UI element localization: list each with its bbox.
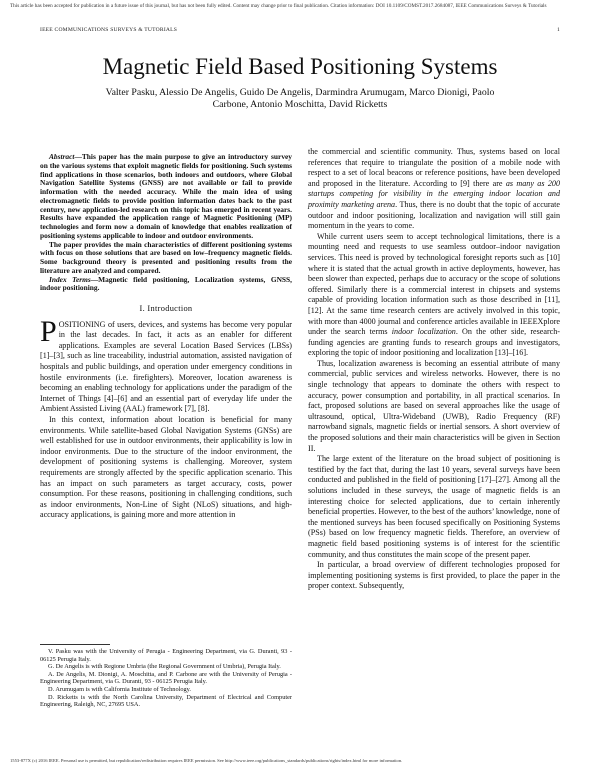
paper-title: Magnetic Field Based Positioning Systems — [102, 54, 498, 79]
index-terms — [40, 276, 292, 294]
intro-first-word: OSITIONING — [58, 319, 106, 329]
emphasis-text: indoor localization — [391, 327, 456, 337]
right-column — [308, 147, 560, 592]
paragraph-text: . On the other side, research-funding agencies are granting funds to research groups and investigators, exploring the topic of indoor positioning and localization [13]–[16]. — [308, 327, 560, 358]
index-terms-text: —Magnetic field positioning, Localization systems, GNSS, indoor positioning. — [40, 274, 292, 293]
publication-notice: This article has been accepted for publication in a future issue of this journal, but has not been fully edited. Content may change prior to final publication. Citation information: DOI 10.1109/COMST.2017.2684087, IEEE Communications Surveys & Tutorials — [10, 3, 547, 9]
abstract-paragraph-2: The paper provides the main characteristics of different positioning systems with focus on those solutions that are based on low–frequency magnetic fields. Some background theory is presented and positioning results from the literature are analyzed and compared. — [40, 239, 292, 275]
intro-paragraph-2: In this context, information about location is beneficial for many environments. While satellite-based Global Navigation Systems (GNSs) are well established for use in outdoor environments, their applicability is low in indoor environments. Due to the structure of the indoor environment, the development of positioning systems is challenging. Moreover, system requirements are strongly affected by the specific application scenario. This has an impact on such parameters as target accuracy, costs, power consumption. For these reasons, positioning in challenging conditions, such as indoor environments, Non-Line of Sight (NLoS) situations, and high-accuracy applications, is gaining more and more attention in — [40, 414, 292, 520]
journal-name: IEEE COMMUNICATIONS SURVEYS & TUTORIALS — [40, 27, 178, 33]
paragraph-text: the commercial and scientific community. Thus, systems based on local references that require to triangulate the position of a mobile node with respect to a set of local beacons or reference positions, have been developed and proposed in the literature. According to [9] there are — [308, 147, 560, 188]
abstract-label: Abstract — [49, 152, 75, 161]
right-paragraph-1 — [308, 232, 560, 359]
paragraph-text: While current users seem to accept technological limitations, there is a mounting need and requests to use seamless outdoor–indoor navigation services. This need is proved by technological foresight reports such as [10] where it is stated that the actual growth in active deployments, however, has been slower than expected, perhaps due to accuracy or the scope of solutions offered. Similarly there is a commercial interest in chipsets and systems capable of providing location information such as those described in [11], [12]. At the same time research centers are actively involved in this topic, with more than 4000 journal and conference articles available in IEEEXplore under the search terms — [308, 231, 560, 337]
left-column — [40, 153, 292, 521]
section-heading-introduction: I. Introduction — [139, 304, 193, 313]
right-paragraph-0 — [308, 147, 560, 232]
author-list: Valter Pasku, Alessio De Angelis, Guido De Angelis, Darmindra Arumugam, Marco Dionigi, Paolo Carbone, Antonio Moschitta, David Ricketts — [105, 87, 495, 111]
index-terms-label: Index Terms — [49, 274, 91, 284]
abstract — [40, 153, 292, 241]
footnote: A. De Angelis, M. Dionigi, A. Moschitta, and P. Carbone are with the University of Perugia - Engineering Department, via G. Duranti, 93 - 06125 Perugia Italy. — [40, 670, 292, 686]
abstract-text: —This paper has the main purpose to give an introductory survey on the various systems that exploit magnetic fields for positioning. Such systems find applications in those scenarios, both indoors and outdoors, where Global Navigation Satellite Systems (GNSS) are not available or fail to provide information with the needed accuracy. While the main idea of using electromagnetic fields to provide position information dates back to the past century, new application-led research on this topic has emerged in recent years. Results have expanded the application range of Magnetic Positioning (MP) technologies and form now a domain of knowledge that enables realization of positioning systems applicable to indoor and outdoor environments. — [40, 152, 292, 240]
right-paragraph-4: In particular, a broad overview of different technologies proposed for implementing positioning systems is first provided, to place the paper in the proper context. Subsequently, — [308, 560, 560, 591]
right-paragraph-3: The large extent of the literature on the broad subject of positioning is testified by the fact that, during the last 10 years, several surveys have been conducted and published in the field of positioning [17]–[27]. Among all the solutions included in these surveys, the usage of magnetic fields is an interesting choice for selected applications, due to certain inherently beneficial properties. However, to the best of the authors’ knowledge, none of the mentioned surveys has been focused specifically on Positioning Systems (PSs) based on low frequency magnetic fields. Therefore, an overview of magnetic field based positioning systems is of interest for the scientific community, and thus constitutes the main scope of the present paper. — [308, 454, 560, 559]
footnote: D. Arumugam is with California Institute of Technology. — [48, 685, 191, 693]
paragraph-text: . Thus, there is no doubt that the topic of accurate outdoor and indoor positioning, localization and navigation will still gain momentum in the years to come. — [308, 199, 560, 231]
copyright-footer: 1553-877X (c) 2016 IEEE. Personal use is permitted, but republication/redistribution requires IEEE permission. See http://www.ieee.org/publications_standards/publications/rights/index.html for more information. — [10, 758, 403, 763]
drop-cap: P — [40, 314, 57, 348]
intro-paragraph-1-text: of users, devices, and systems has become very popular in the last decades. In fact, it acts as an enabler for different applications. Examples are several Location Based Services (LBSs) [1]–[3], such as line traceability, industrial automation, assisted navigation of hospitals and public buildings, and operation under emergency conditions in hostile environments (i.e. firefighters). Moreover, location awareness is becoming an enabling technology for applications under the paradigm of the Internet of Things [4]–[6] and an essential part of everyday life under the Ambient Assisted Living (AAL) framework [7], [8]. — [40, 319, 292, 414]
intro-paragraph-1 — [40, 314, 292, 415]
author-footnotes — [40, 644, 292, 709]
running-head — [40, 27, 560, 33]
emphasis-text: as many as 200 startups competing for visibility in the emerging indoor location and proximity marketing arena — [308, 178, 560, 209]
footnote: V. Pasku was with the University of Perugia - Engineering Department, via G. Duranti, 93 - 06125 Perugia Italy. — [40, 648, 292, 663]
footnote: D. Ricketts is with the North Carolina University, Department of Electrical and Computer Engineering, Raleigh, NC, 27695 USA. — [40, 693, 292, 709]
page-number: 1 — [557, 27, 560, 33]
footnote-rule — [40, 644, 110, 645]
footnote: G. De Angelis is with Regione Umbria (the Regional Government of Umbria), Perugia Italy. — [48, 663, 281, 671]
right-paragraph-2: Thus, localization awareness is becoming an essential attribute of many commercial, public services and wireless networks. However, there is no single technology that appears to dominate the others with respect to accuracy, power consumption and portability, in all practical scenarios. In fact, proposed solutions are based on several approaches like the usage of ultrasound, optical, Ultra-Wideband (UWB), Radio Frequency (RF) narrowband signals, magnetic fields or inertial sensors. A short overview of the proposed solutions and their main characteristics will be given in Section II. — [308, 358, 560, 453]
